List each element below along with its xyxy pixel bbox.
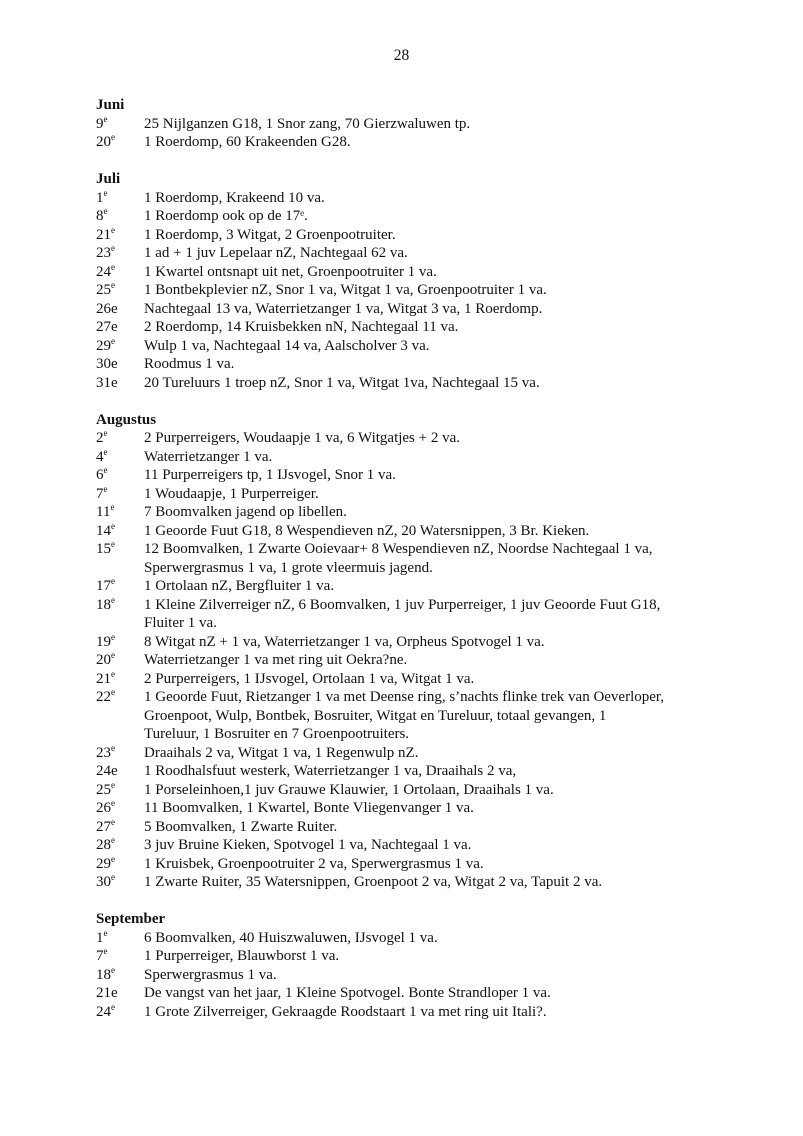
log-entry — [96, 318, 736, 337]
entry-day: 18 — [96, 596, 111, 613]
entry-text — [144, 836, 736, 855]
entry-text — [144, 300, 736, 319]
entry-day-suffix: e — [103, 206, 108, 216]
entry-line: Sperwergrasmus 1 va. — [144, 966, 277, 983]
entry-date — [96, 374, 144, 393]
entry-day-suffix: e — [111, 280, 115, 290]
entry-line: 1 Roerdomp, 60 Krakeenden G28. — [144, 134, 351, 150]
entry-date — [96, 688, 144, 744]
entry-text — [144, 688, 736, 744]
entry-day-suffix: e — [111, 779, 115, 790]
entry-day-suffix: e — [111, 964, 115, 975]
entry-day: 11 — [96, 504, 111, 520]
entry-text — [144, 540, 736, 577]
entry-text — [144, 466, 736, 485]
log-entry — [96, 244, 736, 263]
month-section — [96, 96, 736, 152]
entry-line: 6 Boomvalken, 40 Huiszwaluwen, IJsvogel 1 va. — [144, 929, 438, 946]
entry-line: Fluiter 1 va. — [144, 615, 217, 631]
entry-day-suffix: e — [103, 465, 108, 475]
entry-text — [144, 503, 736, 522]
entry-day: 22 — [96, 689, 111, 705]
entry-text — [144, 355, 736, 374]
entry-day: 24e — [96, 763, 118, 779]
entry-text — [144, 244, 736, 263]
log-content — [96, 96, 736, 1040]
entry-line: 1 Roerdomp, 3 Witgat, 2 Groenpootruiter. — [144, 226, 396, 243]
entry-line: 12 Boomvalken, 1 Zwarte Ooievaar+ 8 Wespendieven nZ, Noordse Nachtegaal 1 va, — [144, 541, 653, 557]
entry-day-suffix: e — [103, 428, 108, 438]
entry-day-suffix: e — [111, 594, 115, 605]
entry-date — [96, 929, 144, 948]
log-entry — [96, 429, 736, 448]
entry-day: 21 — [96, 226, 111, 243]
entry-day: 9 — [96, 115, 104, 132]
entry-text — [144, 781, 736, 800]
entry-date — [96, 836, 144, 855]
entry-text — [144, 799, 736, 818]
log-entry — [96, 688, 736, 744]
entry-day-suffix: e — [111, 631, 115, 642]
entry-day-suffix: e — [111, 335, 115, 346]
entry-day-suffix: e — [111, 668, 115, 679]
entry-date — [96, 355, 144, 374]
entry-line: 20 Tureluurs 1 troep nZ, Snor 1 va, Witgat 1va, Nachtegaal 15 va. — [144, 374, 540, 391]
entry-line: 1 Roerdomp, Krakeend 10 va. — [144, 189, 325, 206]
entry-text — [144, 318, 736, 337]
entry-day: 29 — [96, 855, 111, 872]
log-entry — [96, 503, 736, 522]
log-entry — [96, 818, 736, 837]
entry-day: 23 — [96, 744, 111, 761]
entry-day-suffix: e — [111, 650, 115, 660]
entry-day: 23 — [96, 245, 111, 261]
entry-text — [144, 818, 736, 837]
page-number: 28 — [393, 47, 410, 64]
log-entry — [96, 133, 736, 152]
entry-day-suffix: e — [111, 520, 115, 531]
entry-date — [96, 503, 144, 522]
entry-date — [96, 244, 144, 263]
log-entry — [96, 633, 736, 652]
entry-line: 1 Roodhalsfuut westerk, Waterrietzanger 1 va, Draaihals 2 va, — [144, 763, 517, 779]
entry-date — [96, 596, 144, 633]
entry-line: 1 Grote Zilverreiger, Gekraagde Roodstaart 1 va met ring uit Itali?. — [144, 1003, 547, 1020]
entry-date — [96, 855, 144, 874]
entry-day: 27 — [96, 818, 111, 835]
log-entry — [96, 263, 736, 282]
entry-line: Sperwergrasmus 1 va, 1 grote vleermuis jagend. — [144, 559, 433, 576]
entry-text — [144, 762, 736, 781]
entry-day-suffix: e — [111, 1001, 115, 1012]
log-entry — [96, 855, 736, 874]
entry-date — [96, 281, 144, 300]
entry-line: 2 Purperreigers, Woudaapje 1 va, 6 Witgatjes + 2 va. — [144, 430, 461, 446]
entry-line: 11 Purperreigers tp, 1 IJsvogel, Snor 1 va. — [144, 467, 396, 483]
entry-text — [144, 596, 736, 633]
entry-line: 11 Boomvalken, 1 Kwartel, Bonte Vliegenvanger 1 va. — [144, 800, 474, 816]
entry-day: 30e — [96, 356, 118, 372]
entry-day-suffix: e — [103, 927, 108, 938]
entry-date — [96, 799, 144, 818]
entry-text — [144, 670, 736, 689]
entry-text — [144, 226, 736, 245]
entry-text — [144, 633, 736, 652]
log-entry — [96, 540, 736, 577]
entry-day: 29 — [96, 337, 111, 354]
entry-line: Waterrietzanger 1 va. — [144, 448, 273, 465]
log-entry — [96, 355, 736, 374]
log-entry — [96, 448, 736, 467]
entry-text — [144, 281, 736, 300]
entry-day: 27e — [96, 319, 118, 335]
entry-day-suffix: e — [103, 483, 108, 494]
entry-line: 5 Boomvalken, 1 Zwarte Ruiter. — [144, 818, 338, 835]
entry-day: 24 — [96, 263, 111, 280]
log-entry — [96, 281, 736, 300]
entry-text — [144, 929, 736, 948]
entry-day: 14 — [96, 522, 111, 539]
month-heading: September — [96, 911, 166, 927]
entry-date — [96, 115, 144, 134]
entry-line: Groenpoot, Wulp, Bontbek, Bosruiter, Witgat en Tureluur, totaal gevangen, 1 — [144, 707, 607, 724]
log-entry — [96, 651, 736, 670]
entry-day: 2 — [96, 430, 104, 446]
entry-day: 18 — [96, 966, 111, 983]
log-entry — [96, 836, 736, 855]
log-entry — [96, 337, 736, 356]
entry-text — [144, 133, 736, 152]
entry-day-suffix: e — [111, 261, 115, 272]
entry-day: 1 — [96, 189, 104, 206]
log-entry — [96, 189, 736, 208]
log-entry — [96, 744, 736, 763]
log-entry — [96, 485, 736, 504]
entry-day: 21 — [96, 670, 111, 687]
entry-line: 7 Boomvalken jagend op libellen. — [144, 504, 347, 520]
entry-date — [96, 873, 144, 892]
log-entry — [96, 596, 736, 633]
entry-day: 7 — [96, 485, 104, 502]
entry-text — [144, 522, 736, 541]
entry-day: 28 — [96, 837, 111, 853]
entry-text — [144, 1003, 736, 1022]
entry-day-suffix: e — [111, 243, 115, 253]
entry-day-suffix: e — [111, 224, 115, 235]
month-section — [96, 170, 736, 392]
entry-day: 1 — [96, 929, 104, 946]
entry-date — [96, 947, 144, 966]
entry-text — [144, 189, 736, 208]
entry-day: 26e — [96, 300, 118, 317]
entry-text — [144, 984, 736, 1003]
entry-date — [96, 189, 144, 208]
entry-day: 31e — [96, 374, 118, 391]
log-entry — [96, 929, 736, 948]
entry-day: 15 — [96, 541, 111, 557]
entry-day: 7 — [96, 948, 104, 964]
entry-line: 1 Zwarte Ruiter, 35 Watersnippen, Groenpoot 2 va, Witgat 2 va, Tapuit 2 va. — [144, 874, 603, 890]
entry-date — [96, 522, 144, 541]
entry-day: 6 — [96, 467, 104, 483]
entry-text — [144, 485, 736, 504]
entry-date — [96, 263, 144, 282]
entry-line: De vangst van het jaar, 1 Kleine Spotvogel. Bonte Strandloper 1 va. — [144, 985, 551, 1001]
entry-line: Nachtegaal 13 va, Waterrietzanger 1 va, Witgat 3 va, 1 Roerdomp. — [144, 300, 543, 317]
entry-line: 1 Geoorde Fuut, Rietzanger 1 va met Deense ring, s’nachts flinke trek van Oeverloper, — [144, 689, 665, 705]
entry-day-suffix: e — [111, 853, 115, 864]
entry-line: 1 Woudaapje, 1 Purperreiger. — [144, 485, 319, 502]
entry-date — [96, 818, 144, 837]
entry-line: 1 Roerdomp ook op de 17ᵉ. — [144, 208, 308, 224]
entry-day-suffix: e — [103, 187, 108, 198]
log-entry — [96, 966, 736, 985]
entry-text — [144, 966, 736, 985]
month-section — [96, 411, 736, 892]
entry-day: 17 — [96, 578, 111, 594]
entry-line: 1 Geoorde Fuut G18, 8 Wespendieven nZ, 20 Watersnippen, 3 Br. Kieken. — [144, 522, 590, 539]
log-entry — [96, 781, 736, 800]
entry-text — [144, 855, 736, 874]
entry-line: 2 Roerdomp, 14 Kruisbekken nN, Nachtegaal 11 va. — [144, 319, 459, 335]
entry-date — [96, 651, 144, 670]
entry-line: 1 ad + 1 juv Lepelaar nZ, Nachtegaal 62 va. — [144, 245, 408, 261]
entry-text — [144, 374, 736, 393]
entry-line: 2 Purperreigers, 1 IJsvogel, Ortolaan 1 va, Witgat 1 va. — [144, 670, 475, 687]
entry-line: Wulp 1 va, Nachtegaal 14 va, Aalscholver 3 va. — [144, 337, 430, 354]
month-heading: Augustus — [96, 411, 157, 428]
entry-text — [144, 744, 736, 763]
log-entry — [96, 670, 736, 689]
log-entry — [96, 374, 736, 393]
entry-text — [144, 115, 736, 134]
log-entry — [96, 522, 736, 541]
entry-date — [96, 744, 144, 763]
entry-day: 30 — [96, 874, 111, 890]
log-entry — [96, 799, 736, 818]
entry-line: 1 Bontbekplevier nZ, Snor 1 va, Witgat 1 va, Groenpootruiter 1 va. — [144, 282, 547, 298]
log-entry — [96, 300, 736, 319]
entry-text — [144, 577, 736, 596]
entry-line: Draaihals 2 va, Witgat 1 va, 1 Regenwulp nZ. — [144, 744, 419, 761]
entry-text — [144, 947, 736, 966]
entry-date — [96, 1003, 144, 1022]
log-entry — [96, 226, 736, 245]
entry-day: 20 — [96, 652, 111, 668]
entry-date — [96, 300, 144, 319]
log-entry — [96, 762, 736, 781]
entry-line: 1 Ortolaan nZ, Bergfluiter 1 va. — [144, 578, 335, 594]
entry-day: 20 — [96, 134, 111, 150]
entry-date — [96, 318, 144, 337]
entry-text — [144, 873, 736, 892]
entry-day: 4 — [96, 448, 104, 465]
entry-line: 8 Witgat nZ + 1 va, Waterrietzanger 1 va, Orpheus Spotvogel 1 va. — [144, 633, 545, 650]
entry-date — [96, 633, 144, 652]
entry-line: 1 Purperreiger, Blauwborst 1 va. — [144, 948, 340, 964]
entry-day: 21e — [96, 985, 118, 1001]
entry-day: 24 — [96, 1003, 111, 1020]
entry-line: 3 juv Bruine Kieken, Spotvogel 1 va, Nachtegaal 1 va. — [144, 837, 472, 853]
entry-text — [144, 207, 736, 226]
entry-day: 19 — [96, 633, 111, 650]
entry-day-suffix: e — [111, 539, 115, 549]
entry-date — [96, 133, 144, 152]
entry-day-suffix: e — [111, 576, 115, 586]
entry-line: 1 Kleine Zilverreiger nZ, 6 Boomvalken, 1 juv Purperreiger, 1 juv Geoorde Fuut G18, — [144, 596, 661, 613]
log-entry — [96, 207, 736, 226]
entry-date — [96, 429, 144, 448]
entry-text — [144, 263, 736, 282]
entry-text — [144, 337, 736, 356]
entry-date — [96, 466, 144, 485]
entry-date — [96, 448, 144, 467]
entry-day-suffix: e — [103, 946, 108, 956]
month-heading: Juli — [96, 171, 121, 187]
log-entry — [96, 1003, 736, 1022]
entry-date — [96, 577, 144, 596]
entry-date — [96, 781, 144, 800]
entry-date — [96, 207, 144, 226]
entry-text — [144, 448, 736, 467]
entry-day-suffix: e — [110, 502, 115, 512]
entry-text — [144, 429, 736, 448]
entry-day: 25 — [96, 781, 111, 798]
entry-date — [96, 540, 144, 577]
entry-text — [144, 651, 736, 670]
log-entry — [96, 466, 736, 485]
entry-line: 25 Nijlganzen G18, 1 Snor zang, 70 Gierzwaluwen tp. — [144, 115, 471, 132]
entry-line: Roodmus 1 va. — [144, 356, 235, 372]
entry-line: 1 Porseleinhoen,1 juv Grauwe Klauwier, 1 Ortolaan, Draaihals 1 va. — [144, 781, 554, 798]
month-section — [96, 910, 736, 1021]
entry-line: Waterrietzanger 1 va met ring uit Oekra?ne. — [144, 652, 408, 668]
log-entry — [96, 984, 736, 1003]
log-entry — [96, 947, 736, 966]
entry-day: 25 — [96, 282, 111, 298]
entry-day-suffix: e — [111, 798, 115, 808]
entry-day-suffix: e — [111, 872, 115, 882]
entry-day-suffix: e — [111, 687, 115, 697]
entry-day-suffix: e — [111, 835, 115, 845]
entry-line: 1 Kwartel ontsnapt uit net, Groenpootruiter 1 va. — [144, 263, 437, 280]
entry-date — [96, 762, 144, 781]
entry-date — [96, 984, 144, 1003]
entry-line: Tureluur, 1 Bosruiter en 7 Groenpootruiters. — [144, 726, 410, 742]
entry-day-suffix: e — [111, 132, 115, 142]
log-entry — [96, 873, 736, 892]
entry-date — [96, 670, 144, 689]
entry-day: 26 — [96, 800, 111, 816]
entry-day-suffix: e — [111, 816, 115, 827]
entry-date — [96, 485, 144, 504]
log-entry — [96, 115, 736, 134]
entry-day-suffix: e — [103, 113, 108, 124]
entry-day: 8 — [96, 208, 104, 224]
entry-date — [96, 966, 144, 985]
entry-line: 1 Kruisbek, Groenpootruiter 2 va, Sperwergrasmus 1 va. — [144, 855, 484, 872]
entry-day-suffix: e — [111, 742, 115, 753]
entry-day-suffix: e — [103, 446, 108, 457]
entry-date — [96, 226, 144, 245]
month-heading: Juni — [96, 97, 125, 113]
log-entry — [96, 577, 736, 596]
entry-date — [96, 337, 144, 356]
